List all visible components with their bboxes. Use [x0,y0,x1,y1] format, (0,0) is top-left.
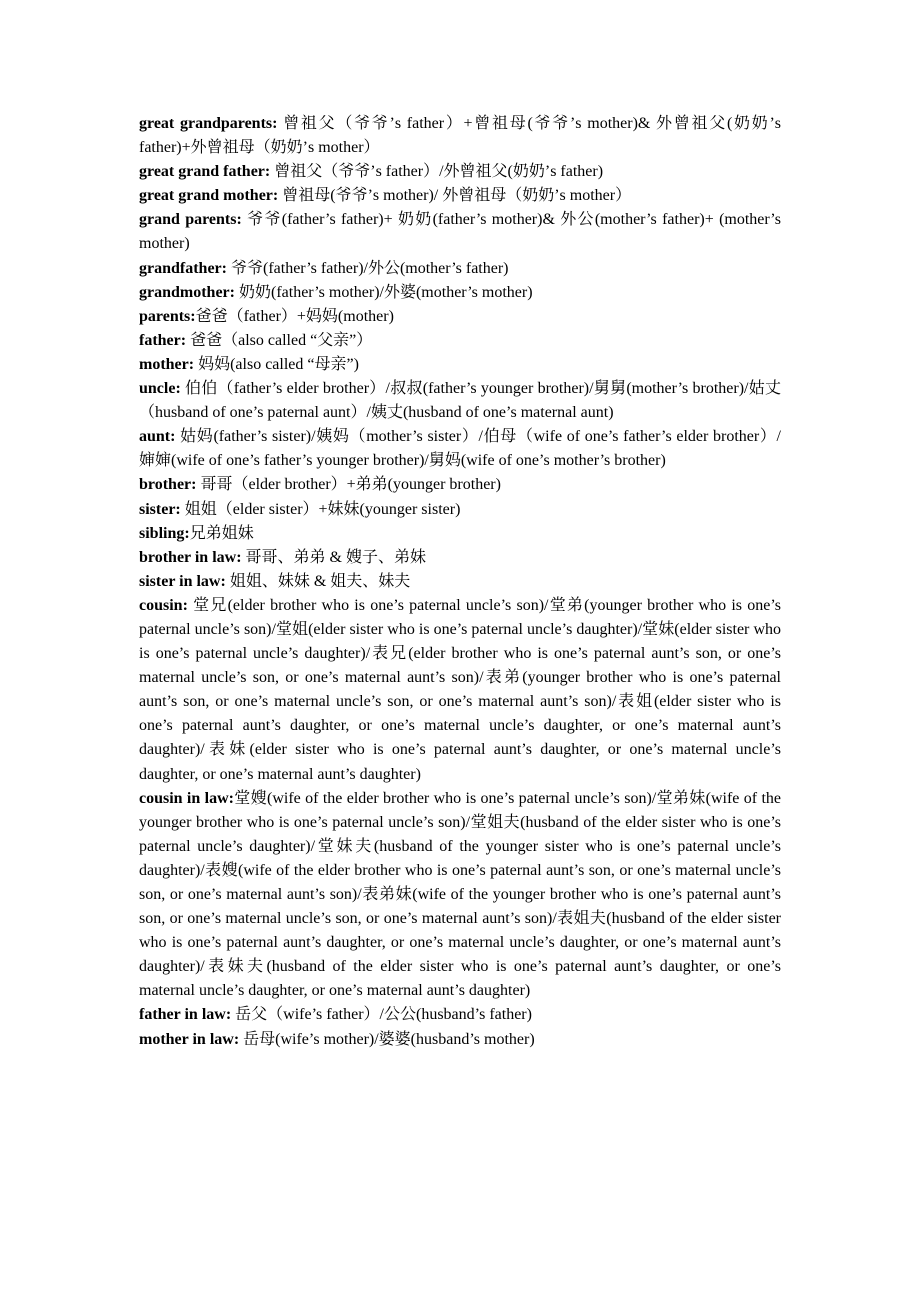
entry-great-grandparents [139,112,781,160]
entry-great-grand-mother [139,184,781,208]
entry-term: uncle: [139,380,181,398]
entry-definition: 伯伯（father’s elder brother）/叔叔(father’s younger brother)/舅舅(mother’s brother)/姑丈（husband of one’s paternal aunt）/姨丈(husband of one’s maternal aunt) [139,380,781,422]
entry-definition: 堂兄(elder brother who is one’s paternal uncle’s son)/堂弟(younger brother who is one’s paternal uncle’s son)/堂姐(elder sister who is one’s paternal uncle’s daughter)/堂妹(elder sister who is one’s paternal uncle’s daughter)/表兄(elder brother who is one’s paternal aunt’s son, or one’s maternal uncle’s son, or one’s maternal aunt’s son)/表弟(younger brother who is one’s paternal aunt’s son, or one’s maternal uncle’s son, or one’s maternal aunt’s son)/表姐(elder sister who is one’s paternal aunt’s daughter, or one’s maternal uncle’s daughter, or one’s maternal aunt’s daughter)/表妹(elder sister who is one’s paternal aunt’s daughter, or one’s maternal uncle’s daughter, or one’s maternal aunt’s daughter) [139,596,781,783]
entry-definition: 姐姐（elder sister）+妹妹(younger sister) [180,500,461,518]
entry-term: aunt: [139,428,176,446]
entry-father [139,329,781,353]
entry-term: parents: [139,307,196,325]
entry-cousin [139,594,781,787]
entry-term: grand parents: [139,211,242,229]
entry-term: sibling: [139,524,190,542]
entry-definition: 爷爷(father’s father)/外公(mother’s father) [226,259,509,277]
entry-term: great grand mother: [139,187,279,205]
entry-brother-in-law [139,546,781,570]
entry-sister-in-law [139,570,781,594]
entry-grand-parents [139,208,781,256]
entry-definition: 奶奶(father’s mother)/外婆(mother’s mother) [234,283,533,301]
entry-term: cousin in law: [139,789,234,807]
entry-mother [139,353,781,377]
entry-term: father in law: [139,1006,232,1024]
entry-definition: 岳父（wife’s father）/公公(husband’s father) [231,1006,532,1024]
entry-definition: 爸爸（also called “父亲”） [186,331,373,349]
entry-definition: 兄弟姐妹 [189,524,254,542]
entry-mother-in-law [139,1028,781,1052]
entry-term: great grandparents: [139,115,278,132]
entry-term: grandmother: [139,283,235,301]
entry-definition: 岳母(wife’s mother)/婆婆(husband’s mother) [239,1030,535,1048]
entry-uncle [139,377,781,425]
entry-great-grand-father [139,160,781,184]
entry-definition: 姐姐、妹妹 & 姐夫、妹夫 [225,572,411,590]
entry-term: mother in law: [139,1030,240,1048]
entry-term: sister: [139,500,181,518]
entry-term: brother in law: [139,548,242,566]
entry-definition: 哥哥、弟弟 & 嫂子、弟妹 [241,548,426,566]
entry-definition: 曾祖父（爷爷’s father）+曾祖母(爷爷’s mother)& 外曾祖父(奶奶’s father)+外曾祖母（奶奶’s mother） [139,115,782,157]
entry-sister [139,498,781,522]
entry-grandmother [139,281,781,305]
entry-term: great grand father: [139,163,271,181]
entry-brother [139,473,781,497]
entry-term: grandfather: [139,259,227,277]
document-body [139,112,781,1052]
entry-term: brother: [139,476,197,494]
entry-definition: 妈妈(also called “母亲”) [194,355,359,373]
entry-grandfather [139,257,781,281]
entry-term: cousin: [139,596,188,614]
entry-definition: 姑妈(father’s sister)/姨妈（mother’s sister）/伯母（wife of one’s father’s elder brother）/婶婶(wife of one’s father’s younger brother)/舅妈(wife of one’s mother’s brother) [139,428,781,470]
entry-aunt [139,425,781,473]
entry-term: father: [139,331,187,349]
entry-definition: 爷爷(father’s father)+ 奶奶(father’s mother)& 外公(mother’s father)+ (mother’s mother) [139,211,781,253]
entry-definition: 爸爸（father）+妈妈(mother) [195,307,394,325]
entry-definition: 哥哥（elder brother）+弟弟(younger brother) [196,476,501,494]
entry-term: sister in law: [139,572,226,590]
entry-father-in-law [139,1003,781,1027]
entry-cousin-in-law [139,787,781,1004]
entry-definition: 堂嫂(wife of the elder brother who is one’s paternal uncle’s son)/堂弟妹(wife of the younger brother who is one’s paternal uncle’s son)/堂姐夫(husband of the elder sister who is one’s paternal uncle’s daughter)/堂妹夫(husband of the younger sister who is one’s paternal uncle’s daughter)/表嫂(wife of the elder brother who is one’s paternal aunt’s son, or one’s maternal uncle’s son, or one’s maternal aunt’s son)/表弟妹(wife of the younger brother who is one’s paternal aunt’s son, or one’s maternal uncle’s son, or one’s maternal aunt’s son)/表姐夫(husband of the elder sister who is one’s paternal aunt’s daughter, or one’s maternal uncle’s daughter, or one’s maternal aunt’s daughter)/表妹夫(husband of the elder sister who is one’s paternal aunt’s daughter, or one’s maternal uncle’s daughter, or one’s maternal aunt’s daughter) [139,789,781,1000]
entry-definition: 曾祖父（爷爷’s father）/外曾祖父(奶奶’s father) [270,163,604,181]
entry-parents [139,305,781,329]
entry-definition: 曾祖母(爷爷’s mother)/ 外曾祖母（奶奶’s mother） [278,187,632,205]
entry-sibling [139,522,781,546]
entry-term: mother: [139,355,195,373]
